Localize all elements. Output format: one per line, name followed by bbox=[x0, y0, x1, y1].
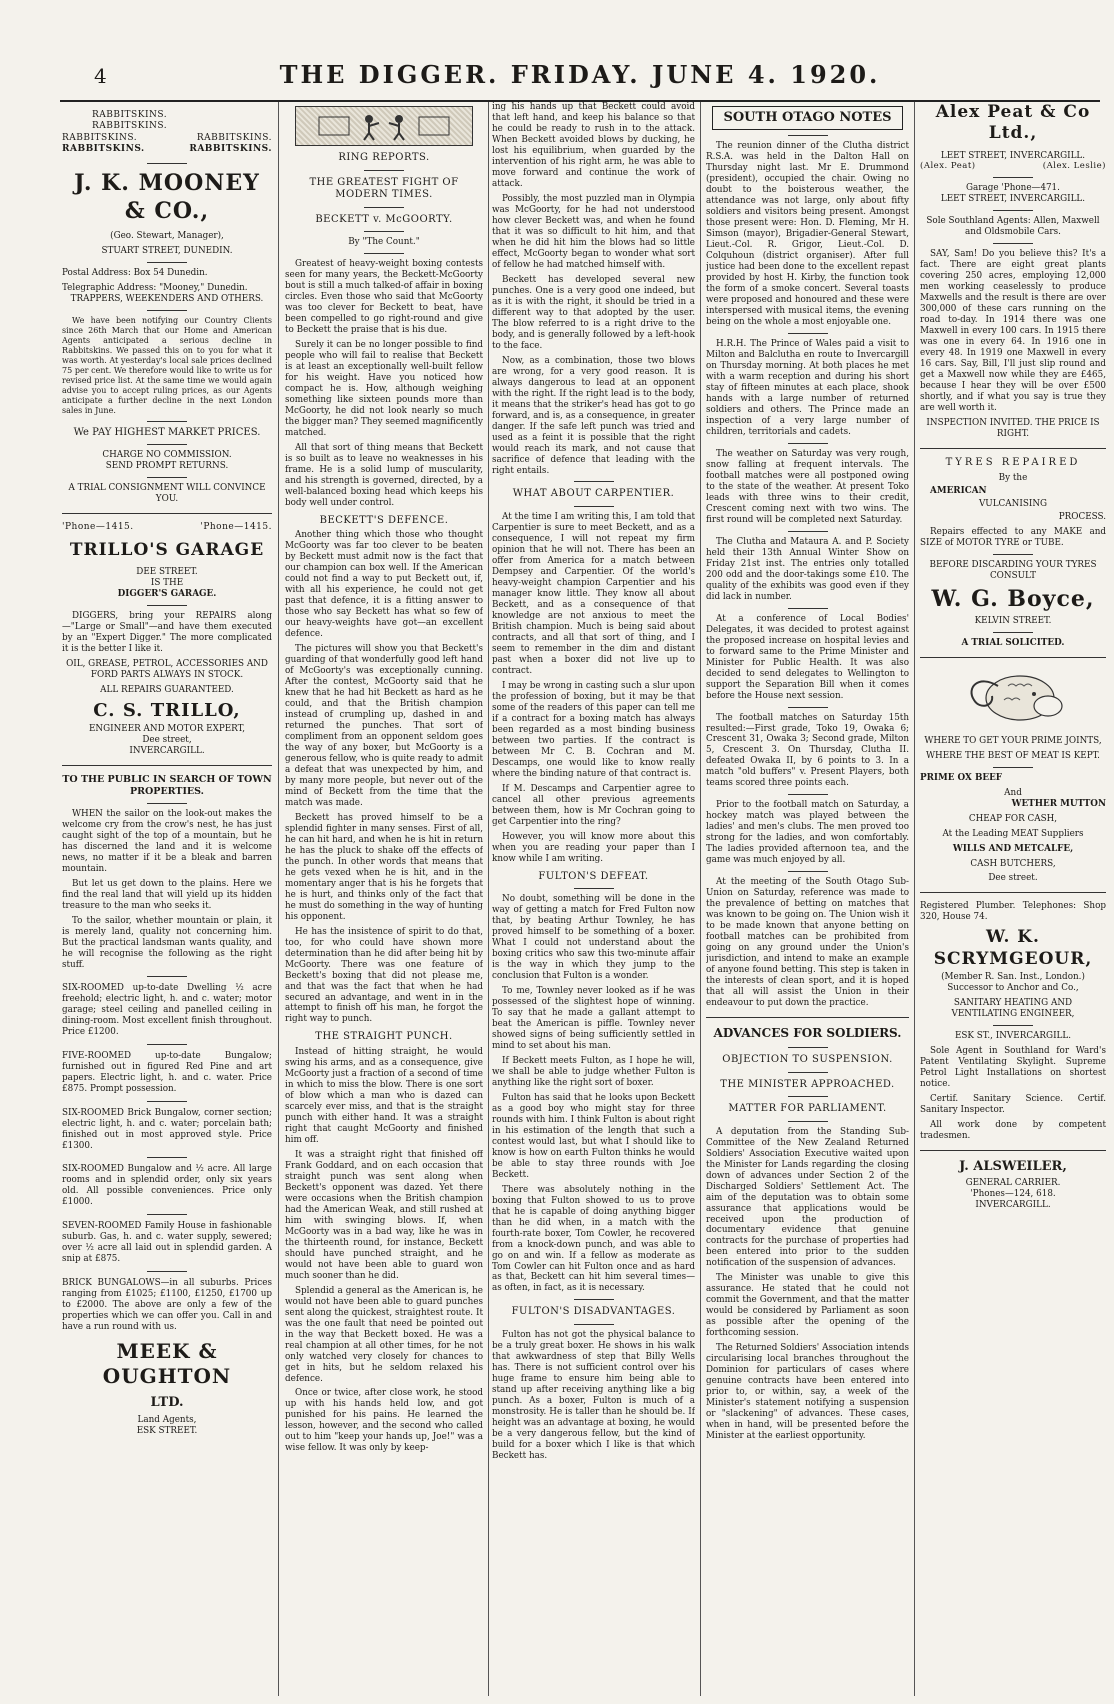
public-paragraph: WHEN the sailor on the look-out makes the welcome cry from the crow's nest, he has just caught sight of the top of a mountain, but he has discerned the land and it is welcome news, no matter if it be a bleak and barren mountain. bbox=[62, 808, 272, 874]
is-the: IS THE bbox=[150, 577, 184, 588]
article-paragraph: H.R.H. The Prince of Wales paid a visit to Milton and Balclutha en route to Invercargill on Thursday morning. At both places he met with a warm reception and during his short stay of fifteen minutes at each place, shook hands with a large number of returned soldiers and others. The Prince made an inspection of a very large number of children, territorials and cadets. bbox=[706, 338, 909, 437]
property-listing: SIX-ROOMED Brick Bungalow, corner section; electric light, h. and c. water; porcelain bath; finished out in most approved style. Price £1300. bbox=[62, 1107, 272, 1151]
leet-street: LEET STREET, INVERCARGILL. bbox=[940, 150, 1086, 161]
divider bbox=[574, 888, 614, 889]
by-the: By the bbox=[998, 473, 1028, 484]
divider bbox=[993, 210, 1033, 211]
column-3 bbox=[492, 102, 695, 1696]
divider bbox=[993, 1025, 1033, 1026]
rabbit-text: RABBITSKINS. bbox=[189, 143, 272, 154]
divider bbox=[147, 421, 187, 422]
divider bbox=[993, 632, 1033, 633]
alsweiler-town: INVERCARGILL. bbox=[975, 1199, 1051, 1210]
phone-left: 'Phone—1415. bbox=[62, 522, 134, 533]
phone-right: 'Phone—1415. bbox=[200, 522, 272, 533]
mooney-body: We have been notifying our Country Clients since 26th March that our Home and American Agents anticipated a serious decline in Rabbitskins. We passed this on to you for what it was worth. At yesterday's local sale prices declined 75 per cent. We therefore would like to write us for revised price list. At the same time we would again advise you to accept ruling prices, as our Agents anticipate a further decline in the next London sales in June. bbox=[62, 315, 272, 415]
scrymgeour-name: W. K. SCRYMGEOUR, bbox=[933, 927, 1093, 969]
trillo-town: INVERCARGILL. bbox=[129, 746, 205, 757]
section-rule bbox=[920, 448, 1106, 449]
diggers-body: DIGGERS, bring your REPAIRS along —"Large or Small"—and have them executed by an "Expert Digger." The more complicated it is the better I like it. bbox=[62, 610, 272, 654]
advances-heading: ADVANCES FOR SOLDIERS. bbox=[713, 1026, 902, 1041]
prime-ox: PRIME OX BEEF bbox=[920, 772, 1003, 783]
dee-street: Dee street. bbox=[988, 873, 1038, 884]
article-paragraph: However, you will know more about this when you are reading your paper than I know while I am writing. bbox=[492, 831, 695, 864]
rabbit-line bbox=[62, 121, 272, 132]
divider bbox=[993, 554, 1033, 555]
trillo-name: C. S. TRILLO, bbox=[93, 699, 241, 721]
divider bbox=[147, 1157, 187, 1158]
article-paragraph: No doubt, something will be done in the way of getting a match for Fred Fulton now that, by beating Arthur Townley, he has proved himself to be something of a boxer. What I could not understand about the boxing critics who saw this two-minute affair is the way in which they jump to the conclusion that Fulton is a wonder. bbox=[492, 894, 695, 981]
esk-street: ESK STREET. bbox=[136, 1425, 198, 1436]
article-paragraph: All that sort of thing means that Beckett is so built as to leave no weaknesses in his frame. He is a solid lump of muscularity, and his strength is governed, directed, by a well-balanced boxing head which keeps his body well under control. bbox=[285, 442, 483, 508]
oil-line: OIL, GREASE, PETROL, ACCESSORIES AND FORD PARTS ALWAYS IN STOCK. bbox=[66, 658, 268, 680]
article-paragraph: Surely it can be no longer possible to find people who will fail to realise that Beckett is at least an exceptionally well-built fellow for his weight. Have you noticed how compact he is. How, although weighing something like sixteen pounds more than McGoorty, he did not look nearly so much the bigger man? They seemed magnificently matched. bbox=[285, 339, 483, 438]
article-paragraph: Now, as a combination, those two blows are wrong, for a very good reason. It is always dangerous to lead at an opponent with the right. If the right lead is to the body, it means that the striker's head has got to go forward, and is, as a consequence, in greater danger. If the safe left punch was tried and used as a feint it is possible that the right would reach its mark, and not cause that sacrifice of defence that leading with the right entails. bbox=[492, 355, 695, 476]
general-carrier: GENERAL CARRIER. bbox=[965, 1177, 1061, 1188]
vulcanising: VULCANISING bbox=[978, 499, 1048, 510]
divider bbox=[147, 262, 187, 263]
meek-ltd: LTD. bbox=[150, 1395, 184, 1411]
rabbit-text: RABBITSKINS. bbox=[92, 121, 168, 132]
partner-leslie: (Alex. Leslie) bbox=[1042, 161, 1106, 172]
masthead-title: THE DIGGER. FRIDAY. JUNE 4. 1920. bbox=[279, 60, 881, 89]
column-5 bbox=[920, 102, 1106, 1696]
subheading: WHAT ABOUT CARPENTIER. bbox=[512, 488, 675, 500]
subheading: BECKETT'S DEFENCE. bbox=[319, 514, 449, 526]
wills-metcalfe: WILLS AND METCALFE, bbox=[952, 843, 1074, 854]
article-paragraph: At the time I am writing this, I am told that Carpentier is sure to meet Beckett, and as a consequence, I will not repeat my firm opinion that he will not. There has been an offer from America for a match between Dempsey and Carpentier. Of the world's heavy-weight champion Carpentier and his manager know little. They know all about Beckett, and as a consequence of that knowledge are not anxious to meet the British champion. Much is being said about contracts, and all that sort of thing, and I seem to remember in the dim and distant past when a boxer did not live up to contract. bbox=[492, 511, 695, 676]
kelvin-street: KELVIN STREET. bbox=[974, 615, 1052, 626]
article-paragraph: The Clutha and Mataura A. and P. Society held their 13th Annual Winter Show on Friday 21st inst. The entries only totalled 200 odd and the door-takings some £10. The quality of the exhibits was good even if they did lack in number. bbox=[706, 536, 909, 602]
article-paragraph: Greatest of heavy-weight boxing contests seen for many years, the Beckett-McGoorty bout is still a much talked-of affair in boxing circles. Even those who said that McGoorty was too clever for Beckett to beat, have been compelled to go right-round and give to Beckett the praise that is his due. bbox=[285, 258, 483, 335]
rabbitskins-list bbox=[62, 110, 272, 155]
column-divider bbox=[914, 102, 915, 1696]
article-paragraph: He has the insistence of spirit to do that, too, for who could have shown more determination than he did after being hit by McGoorty. There was one feature of Beckett's boxing that did not please me, and that was the fact that when he had secured an advantage, and went in in the attempt to finish off his man, he forgot the right way to punch. bbox=[285, 926, 483, 1025]
column-4 bbox=[706, 102, 909, 1696]
property-listing: SIX-ROOMED Bungalow and ½ acre. All large rooms and in splendid order, only six years old. All possible conveniences. Price only £1000. bbox=[62, 1164, 272, 1208]
subheading: MATTER FOR PARLIAMENT. bbox=[728, 1103, 887, 1115]
divider bbox=[574, 1324, 614, 1325]
divider bbox=[574, 506, 614, 507]
article-paragraph: It was a straight right that finished off Frank Goddard, and on each occasion that straight punch was sent along when Beckett's opponent was dazed. Yet there were occasions when the British champion had the American Weak, and still rushed at him with swinging blows. If, when McGoorty was in a bad way, like he was in the thirteenth round, for instance, Beckett should have punched straight, and he would not have been able to guard won much sooner than he did. bbox=[285, 1149, 483, 1281]
trial-solicited: A TRIAL SOLICITED. bbox=[961, 637, 1065, 648]
article-paragraph: ing his hands up that Beckett could avoid that left hand, and keep his balance so that he could be ready to rush in to the attack. When Beckett avoided blows by ducking, he lost his equilibrium, when guarded by the intervention of his right arm, he was able to move forward and continue the work of attack. bbox=[492, 102, 695, 189]
article-paragraph: I may be wrong in casting such a slur upon the profession of boxing, but it may be that some of the readers of this paper can tell me if a contract for a boxing match has always been regarded as a most binding business between two parties. If the contract is between Mr C. B. Cochran and M. Descamps, one would like to know really where the binding nature of that contract is. bbox=[492, 680, 695, 779]
property-listing: FIVE-ROOMED up-to-date Bungalow; furnished out in figured Red Pine and art papers. Electric light, h. and c. water. Price £875. Prompt possession. bbox=[62, 1050, 272, 1094]
article-paragraph: Fulton has said that he looks upon Beckett as a good boy who might stay for three rounds with him. I think Fulton is about right in his estimation of the length that such a contest would last, but what I should like to know is how on earth Fulton thinks he would be able to stay three rounds with Joe Beckett. bbox=[492, 1092, 695, 1180]
divider bbox=[993, 177, 1033, 178]
rabbit-text: RABBITSKINS. bbox=[62, 143, 145, 154]
section-rule bbox=[62, 765, 272, 766]
article-paragraph: The Minister was unable to give this assurance. He stated that he could not commit the Government, and that the matter would be considered by Parliament as soon as possible after the opening of the forthcoming session. bbox=[706, 1273, 909, 1339]
dee-street: DEE STREET. bbox=[136, 566, 198, 577]
divider bbox=[147, 1044, 187, 1045]
divider bbox=[147, 444, 187, 445]
rabbit-text: RABBITSKINS. bbox=[92, 110, 168, 120]
article-paragraph: Splendid a general as the American is, he would not have been able to guard punches sent along the quickest, straightest route. It was the one fault that need be pointed out in the way that Beckett boxed. He was a real champion at all other times, for he not only watched very closely for chances to get in hits, but he seldom relaxed his defence. bbox=[285, 1285, 483, 1384]
member-line: (Member R. San. Inst., London.) Successor to Anchor and Co., bbox=[941, 971, 1085, 993]
subheading: FULTON'S DISADVANTAGES. bbox=[511, 1306, 676, 1318]
where-prime: WHERE TO GET YOUR PRIME JOINTS, bbox=[924, 735, 1102, 746]
divider bbox=[364, 231, 404, 232]
leet-street-2: LEET STREET, INVERCARGILL. bbox=[940, 194, 1086, 205]
mooney-address: STUART STREET, DUNEDIN. bbox=[101, 245, 233, 256]
rabbit-text: RABBITSKINS. bbox=[196, 132, 272, 143]
article-paragraph: Instead of hitting straight, he would swing his arms, and as a consequence, give McGoorty just a fraction of a second of time in which to miss the blow. There is one sort of blow which a man who is dazed can scarcely ever miss, and that is the straight punch with either hand. It was a straight right that caught McGoorty and finished him off. bbox=[285, 1046, 483, 1145]
divider bbox=[788, 531, 828, 532]
article-paragraph: There was absolutely nothing in the boxing that Fulton showed to us to prove that he is capable of doing anything bigger than he did when, in a match with the fourth-rate boxer, Tom Cowler, he recovered from a knock-down punch, and was able to go on and win. If a fellow as moderate as Tom Cowler can hit Fulton once and as hard as that, Beckett can hit him several times—as often, in fact, as it is necessary. bbox=[492, 1184, 695, 1294]
land-agents: Land Agents, bbox=[137, 1414, 197, 1425]
divider bbox=[788, 707, 828, 708]
and: And bbox=[1004, 787, 1022, 798]
american: AMERICAN bbox=[930, 486, 987, 497]
divider bbox=[993, 767, 1033, 768]
trillo-garage: TRILLO'S GARAGE bbox=[69, 539, 265, 560]
masthead bbox=[60, 60, 1100, 102]
alex-peat: Alex Peat & Co Ltd., bbox=[935, 102, 1091, 144]
divider bbox=[364, 253, 404, 254]
property-listing: SEVEN-ROOMED Family House in fashionable suburb. Gas, h. and c. water supply, sewered; over ½ acre all laid out in splendid garden. A snip at £875. bbox=[62, 1221, 272, 1265]
article-paragraph: Possibly, the most puzzled man in Olympia was McGoorty, for he had not understood how clever Beckett was, and when he found that it was so difficult to hit him, and that when he did hit him the blows had so little effect, McGoorty began to wonder what sort of fellow he had matched himself with. bbox=[492, 193, 695, 270]
divider bbox=[147, 1101, 187, 1102]
no-commission: CHARGE NO COMMISSION. bbox=[102, 450, 232, 461]
boyce-name: W. G. Boyce, bbox=[931, 586, 1095, 613]
column-2 bbox=[285, 102, 483, 1696]
article-paragraph: Beckett has proved himself to be a splendid fighter in many senses. First of all, he can hit hard, and when he is hit in return he has the pluck to shake off the effects of the punch. In other words that means that he gets vexed when he is hit, and in the momentary anger that is his he forgets that he is hurt, and thinks only of the fact that he must do something in the way of hunting his opponent. bbox=[285, 812, 483, 922]
divider bbox=[574, 1299, 614, 1300]
public-paragraph: To the sailor, whether mountain or plain, it is merely land, quality not concerning him. But the practical landsman wants quality, and he will recognise the following as the right stuff. bbox=[62, 915, 272, 970]
column-divider bbox=[278, 102, 279, 1696]
divider bbox=[147, 976, 187, 977]
divider bbox=[788, 443, 828, 444]
esk-st: ESK ST., INVERCARGILL. bbox=[954, 1030, 1072, 1041]
diggers-garage: DIGGER'S GARAGE. bbox=[117, 588, 217, 599]
partners-line bbox=[920, 161, 1106, 172]
all-work: All work done by competent tradesmen. bbox=[920, 1119, 1106, 1141]
article-paragraph: The weather on Saturday was very rough, snow falling at frequent intervals. The football matches were all postponed owing to the state of the weather. At present Toko leads with three wins to their credit, Crescent coming next with two wins. The first round will be completed next Saturday. bbox=[706, 448, 909, 525]
article-paragraph: The Returned Soldiers' Association intends circularising local branches throughout the Dominion for particulars of cases where genuine contracts have been entered into prior to, or within, say, a week of the Minister's statement notifying a suspension or "slackening" of advances. These cases, when in hand, will be presented before the Minister at the earliest opportunity. bbox=[706, 1343, 909, 1442]
sole-agents: Sole Southland Agents: Allen, Maxwell and Oldsmobile Cars. bbox=[926, 216, 1100, 238]
section-rule bbox=[920, 892, 1106, 893]
trial-consignment: A TRIAL CONSIGNMENT WILL CONVINCE YOU. bbox=[68, 483, 266, 505]
sanitary-line: SANITARY HEATING AND VENTILATING ENGINEER, bbox=[951, 997, 1075, 1019]
divider bbox=[364, 170, 404, 171]
beckett-v-mcgoorty: BECKETT v. McGOORTY. bbox=[315, 213, 453, 225]
mooney-manager: (Geo. Stewart, Manager), bbox=[110, 231, 224, 241]
telegraphic-address: Telegraphic Address: "Mooney," Dunedin. bbox=[62, 282, 248, 293]
boxing-banner bbox=[295, 106, 473, 146]
certif-line: Certif. Sanitary Science. Certif. Sanitary Inspector. bbox=[920, 1093, 1106, 1115]
section-rule bbox=[920, 657, 1106, 658]
divider bbox=[147, 803, 187, 804]
divider bbox=[788, 1121, 828, 1122]
alsweiler-name: J. ALSWEILER, bbox=[959, 1158, 1067, 1174]
ring-reports: RING REPORTS. bbox=[338, 152, 430, 163]
section-rule bbox=[62, 513, 272, 514]
leading-meat: At the Leading MEAT Suppliers bbox=[942, 828, 1084, 839]
article-paragraph: Fulton has not got the physical balance to be a truly great boxer. He shows in his walk that awkwardness of step that Billy Wells has. There is not sufficient control over his huge frame to ensure him being able to stand up after receiving anything like a big punch. As a boxer, Fulton is much of a monstrosity. He is taller than he should be. If height was an advantage at boxing, he would be a very dangerous fellow, but the kind of build for a boxer which I like is that which Beckett has. bbox=[492, 1329, 695, 1461]
column-divider bbox=[700, 102, 701, 1696]
divider bbox=[147, 163, 187, 164]
where-best: WHERE THE BEST OF MEAT IS KEPT. bbox=[926, 750, 1100, 761]
divider bbox=[788, 135, 828, 136]
article-paragraph: If Beckett meets Fulton, as I hope he will, we shall be able to judge whether Fulton is anything like the right sort of boxer. bbox=[492, 1055, 695, 1088]
cheap-cash: CHEAP FOR CASH, bbox=[968, 813, 1058, 824]
tyres-repaired: TYRES REPAIRED bbox=[945, 456, 1081, 468]
divider bbox=[788, 1096, 828, 1097]
article-paragraph: Beckett has developed several new punches. One is a very good one indeed, but as it is with the right, it should be tried in a different way to that adopted by the user. The blow referred to is a right drive to the body, and is generally followed by a left-hook to the face. bbox=[492, 274, 695, 351]
maxwell-ad: SAY, Sam! Do you believe this? It's a fact. There are eight great plants covering 250 acres, employing 12,000 men working ceaselessly to produce Maxwells and the result is there are over 300,000 of these cars running on the road to-day. In 1914 there was one Maxwell in every 100 cars. In 1915 there was one in every 64. In 1916 one in every 48. In 1919 one Maxwell in every 16 cars. Say, Bill, I'll just slip round and get a Maxwell now while they are £465, because I hear they will be over £500 shortly, and if what you say is true they are well worth it. bbox=[920, 249, 1106, 413]
divider bbox=[574, 481, 614, 482]
partner-peat: (Alex. Peat) bbox=[920, 161, 976, 172]
article-paragraph: At the meeting of the South Otago Sub-Union on Saturday, reference was made to the prevalence of betting on matches that was known to be going on. The Union wish it to be made known that anyone betting on football matches can be prohibited from going on any ground under the Union's jurisdiction, and intend to make an example of anyone found betting. This step is taken in the interests of clean sport, and it is hoped that all will assist the Union in their endeavour to put down the practice. bbox=[706, 877, 909, 1009]
phone-line bbox=[62, 522, 272, 533]
divider bbox=[788, 794, 828, 795]
byline: By "The Count." bbox=[348, 237, 420, 247]
garage-phone: Garage 'Phone—471. bbox=[966, 183, 1060, 194]
article-paragraph: If M. Descamps and Carpentier agree to cancel all other previous agreements between them, how is Mr Cochran going to get Carpentier into the ring? bbox=[492, 783, 695, 827]
article-paragraph: Prior to the football match on Saturday, a hockey match was played between the ladies' and men's clubs. The men proved too strong for the ladies, and won comfortably. The ladies provided afternoon tea, and the game was much enjoyed by all. bbox=[706, 800, 909, 866]
process: PROCESS. bbox=[1058, 512, 1106, 523]
divider bbox=[788, 1047, 828, 1048]
divider bbox=[147, 477, 187, 478]
divider bbox=[993, 243, 1033, 244]
column-divider bbox=[488, 102, 489, 1696]
subheading: OBJECTION TO SUSPENSION. bbox=[722, 1054, 893, 1066]
subheading: THE MINISTER APPROACHED. bbox=[720, 1078, 895, 1090]
divider bbox=[147, 310, 187, 311]
public-paragraph: But let us get down to the plains. Here we find the real land that will yield up its hidden treasure to the man who seeks it. bbox=[62, 878, 272, 911]
cash-butchers: CASH BUTCHERS, bbox=[970, 858, 1056, 869]
repairs-effected: Repairs effected to any MAKE and SIZE of MOTOR TYRE or TUBE. bbox=[920, 527, 1106, 549]
article-paragraph: Once or twice, after close work, he stood up with his hands held low, and got punished for his pains. He learned the lesson, however, and the second who called out to him "keep your hands up, Joe!" was a wise fellow. It was only by keep- bbox=[285, 1388, 483, 1454]
registered-plumber: Registered Plumber. Telephones: Shop 320, House 74. bbox=[920, 901, 1106, 923]
article-paragraph: At a conference of Local Bodies' Delegates, it was decided to protest against the proposed increase on hospital levies and to forward same to the Prime Minister and Minister for Public Health. It was also decided to send delegates to Wellington to support the Separation Bill when it comes before the House next session. bbox=[706, 613, 909, 701]
divider bbox=[147, 1214, 187, 1215]
article-paragraph: A deputation from the Standing Sub-Committee of the New Zealand Returned Soldiers' Association Executive waited upon the Minister for Lands regarding the closing down of advances under Section 2 of the Discharged Soldiers' Settlement Act. The aim of the deputation was to obtain some assurance that applications would be received upon the production of documentary evidence that genuine contracts for the purchase of properties had been entered into prior to the sudden notification of the suspension of advances. bbox=[706, 1126, 909, 1269]
subheading: THE STRAIGHT PUNCH. bbox=[315, 1031, 453, 1043]
divider bbox=[147, 1271, 187, 1272]
divider bbox=[147, 605, 187, 606]
article-paragraph: The reunion dinner of the Clutha district R.S.A. was held in the Dalton Hall on Thursday night last. Mr E. Drummond (president), occupied the chair. Owing no doubt to the boisterous weather, the attendance was not large, only about fifty soldiers and visitors being present. Amongst those present were: Hon. D. Fleming, Mr H. Simson (mayor), Brigadier-General Stewart, Lieut.-Col. R. Grigor, Lieut.-Col. D. Colquhoun (district organiser). After full justice had been done to the excellent repast provided by host H. Kirby, the function took the form of a smoke concert. Several toasts were proposed and honoured and these were interspersed with musical items, the evening being on the whole a most enjoyable one. bbox=[706, 141, 909, 327]
rabbit-text: RABBITSKINS. bbox=[62, 132, 138, 143]
article-paragraph: The pictures will show you that Beckett's guarding of that wonderfully good left hand of McGoorty's was exceptionally cunning. After the contest, McGoorty said that he knew that he had hit Beckett as hard as he could, and that the British champion instead of crumpling up, dashed in and returned the punches. That sort of compliment from an opponent seldom goes the way of any boxer, but McGoorty is a generous fellow, who is quite ready to admit a defeat that was unexpected by him, and by many more people, but never out of the mind of Beckett from the time that the match was made. bbox=[285, 643, 483, 808]
article-paragraph: To me, Townley never looked as if he was possessed of the slightest hope of winning. To say that he made a gallant attempt to beat the American is piffle. Townley never showed signs of being sufficiently settled in mind to set about his man. bbox=[492, 985, 695, 1051]
section-rule bbox=[920, 1150, 1106, 1151]
repairs-guaranteed: ALL REPAIRS GUARANTEED. bbox=[100, 684, 234, 695]
article-paragraph: Another thing which those who thought McGoorty was far too clever to be beaten by Beckett must admit now is the fact that our champion can box well. If the American could not find a way to put Beckett out, if, with all his experience, he could not get past that defence, it is a fitting answer to those who say Beckett has what so few of our heavy-weights have got—an excellent defence. bbox=[285, 530, 483, 639]
greatest-fight: THE GREATEST FIGHT OF MODERN TIMES. bbox=[309, 176, 459, 200]
meek-oughton: MEEK & OUGHTON bbox=[102, 1339, 232, 1389]
before-discarding: BEFORE DISCARDING YOUR TYRES CONSULT bbox=[929, 560, 1097, 582]
mooney-name: J. K. MOONEY & CO., bbox=[74, 170, 260, 224]
postal-address: Postal Address: Box 54 Dunedin. bbox=[62, 267, 208, 278]
rabbit-line bbox=[62, 110, 272, 121]
column-1 bbox=[62, 102, 272, 1696]
public-heading: TO THE PUBLIC IN SEARCH OF TOWN PROPERTIES. bbox=[62, 774, 272, 798]
divider bbox=[788, 608, 828, 609]
ram-head-icon bbox=[958, 666, 1068, 728]
trillo-street: Dee street, bbox=[142, 735, 192, 746]
trappers-line: TRAPPERS, WEEKENDERS AND OTHERS. bbox=[70, 293, 264, 304]
section-rule bbox=[706, 1017, 909, 1018]
divider bbox=[788, 1072, 828, 1073]
rabbit-line bbox=[62, 133, 272, 144]
divider bbox=[788, 333, 828, 334]
divider bbox=[364, 207, 404, 208]
alsweiler-phones: 'Phones—124, 618. bbox=[970, 1188, 1056, 1199]
article-paragraph: The football matches on Saturday 15th resulted:—First grade, Toko 19, Owaka 6; Crescent 31, Owaka 3; Second grade, Milton 5, Crescent 3. On Thursday, Clutha II. defeated Owaka II, by 6 points to 3. In a match "old buffers" v. Present Players, both teams scored three points each. bbox=[706, 712, 909, 789]
boxers-illustration bbox=[309, 111, 459, 141]
property-listing: SIX-ROOMED up-to-date Dwelling ½ acre freehold; electric light, h. and c. water; motor garage; steel ceiling and panelled ceiling in dining-room. Most excellent finish throughout. Price £1200. bbox=[62, 982, 272, 1037]
divider bbox=[788, 871, 828, 872]
inspection-invited: INSPECTION INVITED. THE PRICE IS RIGHT. bbox=[926, 417, 1100, 439]
rabbit-line bbox=[62, 144, 272, 155]
trillo-title: ENGINEER AND MOTOR EXPERT, bbox=[88, 724, 246, 735]
page-number: 4 bbox=[94, 64, 107, 88]
sole-agent-southland: Sole Agent in Southland for Ward's Patent Ventilating Skylight. Supreme Petrol Light Installations on shortest notice. bbox=[920, 1045, 1106, 1089]
highest-prices: We PAY HIGHEST MARKET PRICES. bbox=[73, 426, 261, 438]
subheading: FULTON'S DEFEAT. bbox=[538, 870, 649, 882]
wether-mutton: WETHER MUTTON bbox=[1011, 798, 1106, 809]
south-otago-heading: SOUTH OTAGO NOTES bbox=[712, 106, 903, 130]
prompt-returns: SEND PROMPT RETURNS. bbox=[105, 461, 229, 472]
property-listing: BRICK BUNGALOWS—in all suburbs. Prices ranging from £1025; £1100, £1250, £1700 up to £2000. The above are only a few of the properties which we can offer you. Call in and have a run round with us. bbox=[62, 1278, 272, 1333]
